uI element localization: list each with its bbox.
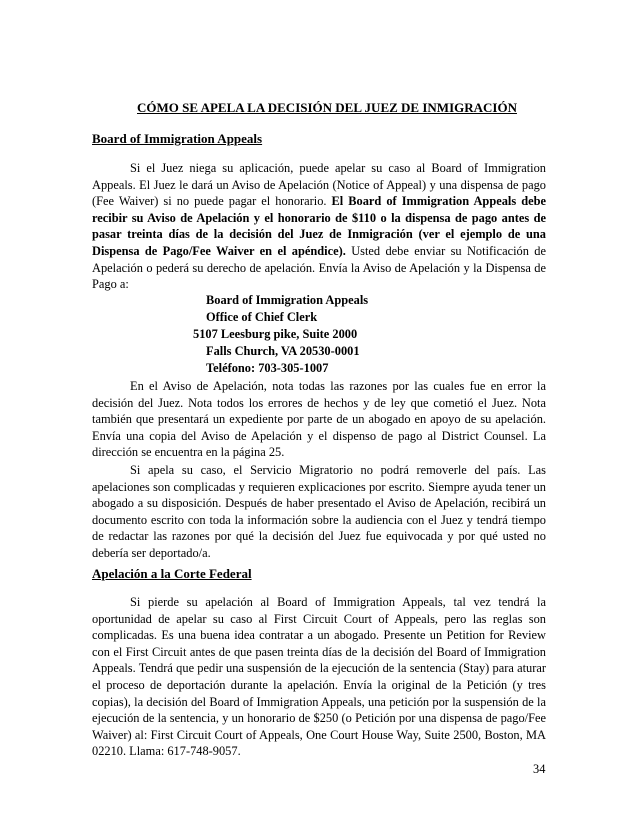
- paragraph-federal-appeal: Si pierde su apelación al Board of Immigration Appeals, tal vez tendrá la oportunidad de apelar su caso al First Circuit Court of Appeals, pero las reglas son complicadas. Es una buena idea contratar a un abogado. Presente un Petition for Review con el First Circuit antes de que pasen treinta días de la decisión del Board of Immigration Appeals. Tendrá que pedir una suspensión de la ejecución de la sentencia (Stay) para aturar el proceso de deportación durante la apelación. Envía la original de la Petición (y tres copias), la decisión del Board of Immigration Appeals, una petición por la suspensión de la ejecución de la sentencia, y un honorario de $250 (o Petición por una dispensa de pago/Fee Waiver) al: First Circuit Court of Appeals, One Court House Way, Suite 2500, Boston, MA 02210. Llama: 617-748-9057.: [92, 595, 546, 759]
- section-heading-bia: Board of Immigration Appeals: [92, 131, 263, 146]
- section-heading-federal-court: Apelación a la Corte Federal: [92, 566, 252, 581]
- address-line-name: Board of Immigration Appeals: [206, 293, 369, 307]
- address-line-city: Falls Church, VA 20530-0001: [206, 344, 360, 358]
- address-line-phone: Teléfono: 703-305-1007: [206, 361, 329, 375]
- page-number: 34: [533, 762, 546, 776]
- address-line-office: Office of Chief Clerk: [206, 310, 318, 324]
- paragraph-removal-info: Si apela su caso, el Servicio Migratorio no podrá removerle del país. Las apelaciones son complicadas y requieren explicaciones por escrito. Siempre ayuda tener un abogado a su disposición. Después de haber presentado el Aviso de Apelación, recibirá un documento escrito con toda la información sobre la audiencia con el Juez y tendrá tiempo de redactar las razones por qué la decisión del Juez fue equivocada y por qué usted no debería ser deportado/a.: [92, 463, 546, 560]
- paragraph-text: Si el Juez niega su aplicación, puede apelar su caso al Board of Immigration Appeals. El Juez le dará un Aviso de Apelación (Notice of Appeal) y una dispensa de pago (Fee Waiver) si no puede pagar el honorario.: [92, 161, 546, 209]
- paragraph-appeal-intro: [92, 160, 546, 293]
- address-line-street: 5107 Leesburg pike, Suite 2000: [193, 327, 358, 341]
- paragraph-text: Usted debe enviar su Notificación de Apelación o pederá su derecho de apelación. Envía la Aviso de Apelación y la Dispensa de Pago a:: [92, 243, 546, 292]
- document-title: CÓMO SE APELA LA DECISIÓN DEL JUEZ DE INMIGRACIÓN: [137, 100, 517, 115]
- paragraph-bold-deadline: El Board of Immigration Appeals debe recibir su Aviso de Apelación y el honorario de $110 o la dispensa de pago antes de pasar treinta días de la decisión del Juez de Inmigración (ver el ejemplo de una Dispensa de Pago/Fee Waiver en el apéndice).: [92, 194, 546, 258]
- paragraph-appeal-notice: En el Aviso de Apelación, nota todas las razones por las cuales fue en error la decisión del Juez. Nota todos los errores de hechos y de ley que cometió el Juez. Nota también que presentará un expediente por parte de un abogado en apoyo de su apelación. Envía una copia del Aviso de Apelación y el dispenso de pago al District Counsel. La dirección se encuentra en la página 25.: [92, 379, 546, 460]
